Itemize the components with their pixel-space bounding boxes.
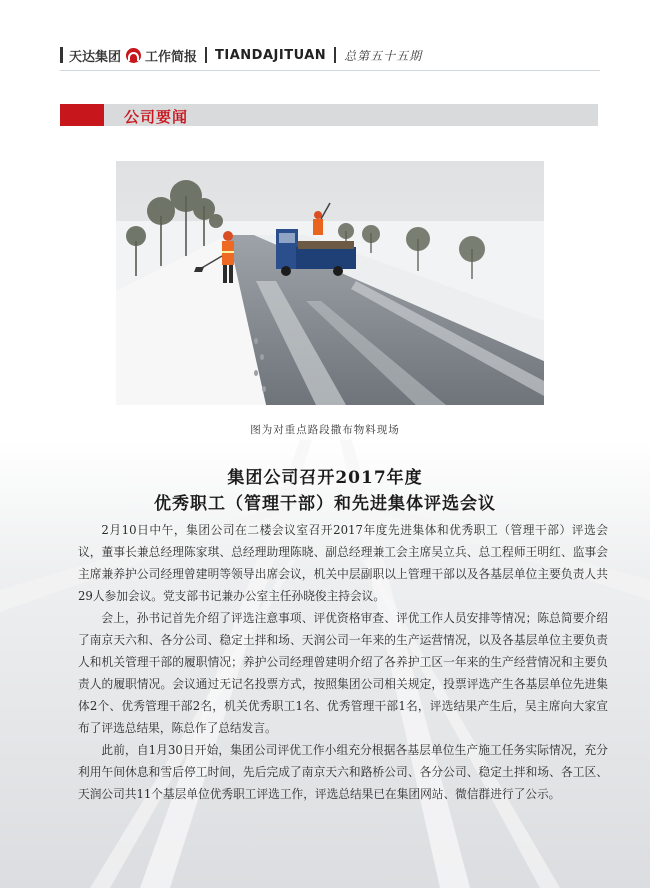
- article-title-line-2: 优秀职工（管理干部）和先进集体评选会议: [154, 494, 496, 514]
- section-banner: [60, 104, 598, 126]
- header-bar: [60, 47, 63, 63]
- publication-name: 工作简报: [145, 49, 198, 65]
- article-paragraph: 会上，孙书记首先介绍了评选注意事项、评优资格审查、评优工作人员安排等情况；陈总简要介绍了南京天六和、各分公司、稳定土拌和场、天润公司一年来的生产运营情况，以及各基层单位主要负责人和机关管理干部的履职情况；养护公司经理曾建明介绍了各养护工区一年来的生产经营情况和主要负责人的履职情况。会议通过无记名投票方式，按照集团公司相关规定，投票评选产生各基层单位先进集体2个、优秀管理干部2名，机关优秀职工1名、优秀管理干部1名，评选结果产生后，吴主席向大家宣布了评选总结果，陈总作了总结发言。: [78, 611, 608, 735]
- article-title-line-1: 集团公司召开2017年度: [227, 468, 423, 488]
- article-paragraph: 2月10日中午，集团公司在二楼会议室召开2017年度先进集体和优秀职工（管理干部）评选会议，董事长兼总经理陈家琪、总经理助理陈晓、副总经理兼工会主席吴立兵、总工程师王明红、监事会主席兼养护公司经理曾建明等领导出席会议，机关中层副职以上管理干部以及各基层单位主要负责人共29人参加会议。党支部书记兼办公室主任孙晓俊主持会议。: [78, 523, 608, 603]
- header-separator: [205, 47, 207, 63]
- header-rule: [60, 70, 600, 71]
- article-body: [78, 519, 608, 805]
- publication-header: [60, 44, 422, 66]
- article-paragraph: 此前，自1月30日开始，集团公司评优工作小组充分根据各基层单位生产施工任务实际情况，充分利用午间休息和雪后停工时间，先后完成了南京天六和路桥公司、各分公司、稳定土拌和场、各工区、天润公司共11个基层单位优秀职工评选工作，评选总结果已在集团网站、微信群进行了公示。: [78, 743, 608, 801]
- section-title: 公司要闻: [124, 108, 189, 126]
- news-photo: [116, 161, 544, 405]
- latin-name: TIANDAJITUAN: [215, 47, 327, 63]
- issue-number: 总第五十五期: [344, 48, 423, 63]
- snowy-road-illustration: [116, 161, 544, 405]
- section-accent-block: [60, 104, 104, 126]
- brand-name: 天达集团: [69, 49, 122, 65]
- company-logo-icon: [126, 48, 141, 63]
- header-separator: [334, 47, 336, 63]
- photo-caption: 图为对重点路段撒布物料现场: [250, 424, 400, 436]
